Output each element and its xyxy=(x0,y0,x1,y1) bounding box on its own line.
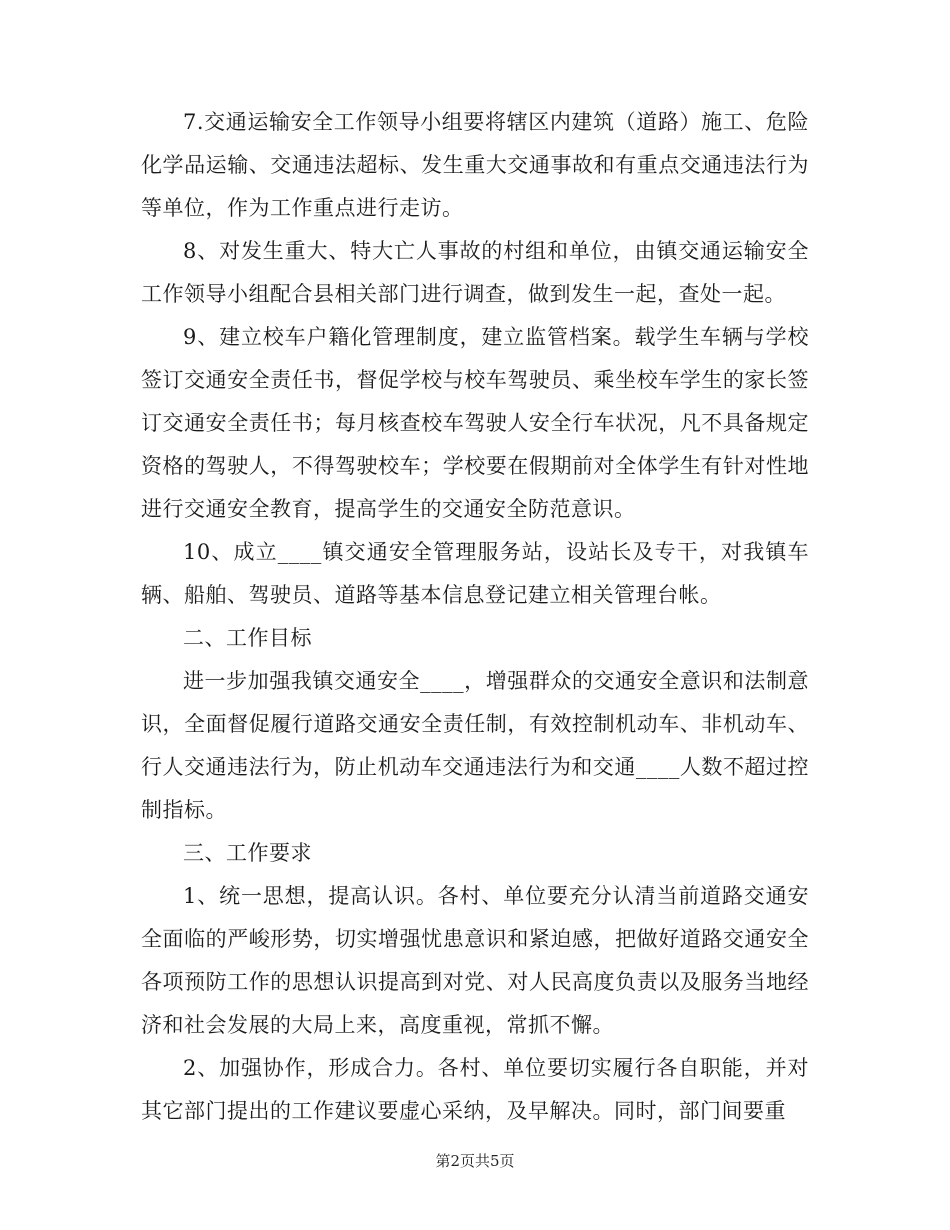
section-heading-goals: 二、工作目标 xyxy=(183,626,312,650)
paragraph-requirement-2: 2、加强协作，形成合力。各村、单位要切实履行各自职能，并对其它部门提出的工作建议要虚心采纳，及早解决。同时，部门间要重 xyxy=(141,1056,809,1123)
section-heading-requirements: 三、工作要求 xyxy=(183,841,312,865)
paragraph-item-9: 9、建立校车户籍化管理制度，建立监管档案。载学生车辆与学校签订交通安全责任书，督促学校与校车驾驶员、乘坐校车学生的家长签订交通安全责任书；每月核查校车驾驶人安全行车状况，凡不具备规定资格的驾驶人，不得驾驶校车；学校要在假期前对全体学生有针对性地进行交通安全教育，提高学生的交通安全防范意识。 xyxy=(141,325,809,521)
page-number: 第2页共5页 xyxy=(435,1152,515,1170)
paragraph-item-7: 7.交通运输安全工作领导小组要将辖区内建筑（道路）施工、危险化学品运输、交通违法超标、发生重大交通事故和有重点交通违法行为等单位，作为工作重点进行走访。 xyxy=(141,110,809,220)
paragraph-item-8: 8、对发生重大、特大亡人事故的村组和单位，由镇交通运输安全工作领导小组配合县相关部门进行调查，做到发生一起，查处一起。 xyxy=(141,239,809,306)
document-body xyxy=(141,101,809,1133)
paragraph-item-10: 10、成立____镇交通安全管理服务站，设站长及专干，对我镇车辆、船舶、驾驶员、道路等基本信息登记建立相关管理台帐。 xyxy=(141,540,809,607)
paragraph-goals: 进一步加强我镇交通安全____，增强群众的交通安全意识和法制意识，全面督促履行道路交通安全责任制，有效控制机动车、非机动车、行人交通违法行为，防止机动车交通违法行为和交通____人数不超过控制指标。 xyxy=(141,669,809,822)
paragraph-requirement-1: 1、统一思想，提高认识。各村、单位要充分认清当前道路交通安全面临的严峻形势，切实增强忧患意识和紧迫感，把做好道路交通安全各项预防工作的思想认识提高到对党、对人民高度负责以及服务当地经济和社会发展的大局上来，高度重视，常抓不懈。 xyxy=(141,884,809,1037)
